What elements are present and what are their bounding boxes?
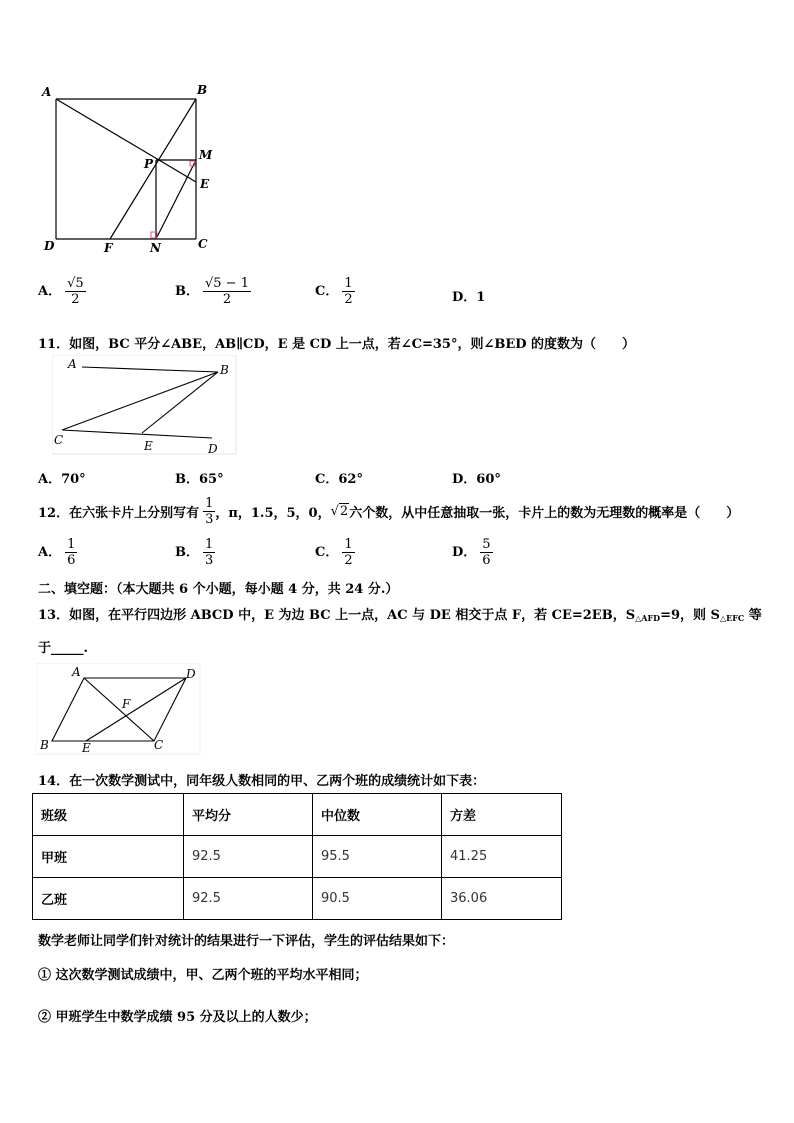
q11-label-d: D [208, 442, 218, 455]
q13-line1: 13．如图，在平行四边形 ABCD 中，E 为边 BC 上一点，AC 与 DE 相交于点 F，若 CE=2EB，$S_{\triangle AFD}=9$，则 $S_{\triangle EFC}$ 等 [38, 608, 762, 623]
section-heading: 二、填空题：（本大题共 6 个小题，每小题 4 分，共 24 分.） [38, 582, 399, 597]
q11-figure [52, 355, 237, 455]
q13-label-f: F [122, 697, 131, 711]
q13-figure [36, 663, 201, 755]
q11-option-c: C．62° [315, 472, 363, 487]
q13-label-c: C [154, 738, 164, 752]
table-cell: 36.06 [442, 878, 562, 920]
q11-label-e: E [144, 439, 153, 453]
table-cell: 41.25 [442, 836, 562, 878]
q11-option-a: A．70° [38, 472, 86, 487]
q10-option-d: D．1 [452, 290, 486, 305]
q10-label-f: F [104, 241, 113, 255]
q13-label-a: A [72, 665, 81, 679]
q10-label-a: A [42, 85, 52, 99]
q13-label-b: B [40, 738, 49, 752]
q11-label-a: A [68, 357, 77, 371]
q10-figure [38, 80, 218, 258]
table-header-median: 中位数 [313, 794, 442, 836]
q10-option-b: B． $\frac{√5 - 1}{2}$ [175, 276, 249, 307]
q13-label-e: E [82, 741, 91, 755]
table-cell: 甲班 [33, 836, 184, 878]
q10-label-n: N [150, 241, 161, 255]
table-cell: 95.5 [313, 836, 442, 878]
table-cell: 92.5 [184, 878, 313, 920]
table-header-mean: 平均分 [184, 794, 313, 836]
q11-label-b: B [220, 363, 229, 377]
q10-option-c: C． $\frac{1}{2}$ [315, 276, 353, 307]
table-cell: 90.5 [313, 878, 442, 920]
table-row [33, 836, 562, 878]
q10-label-p: P [144, 157, 154, 171]
table-header-class: 班级 [33, 794, 184, 836]
q10-label-b: B [197, 83, 208, 97]
q12-option-c: C． $\frac{1}{2}$ [315, 537, 353, 568]
q11-option-b: B．65° [175, 472, 224, 487]
q10-label-e: E [200, 177, 210, 191]
q12-text: 12．在六张卡片上分别写有 $\frac{1}{3}$ ，π，1.5，5，0， √2 六个数，从中任意抽取一张，卡片上的数为无理数的概率是（ ） [38, 496, 740, 527]
q14-table [32, 793, 562, 920]
table-cell: 92.5 [184, 836, 313, 878]
q10-label-c: C [198, 237, 208, 251]
q14-after-text: 数学老师让同学们针对统计的结果进行一下评估，学生的评估结果如下： [38, 934, 455, 949]
q13-label-d: D [186, 667, 196, 681]
table-cell: 乙班 [33, 878, 184, 920]
q10-label-d: D [44, 239, 55, 253]
table-row [33, 878, 562, 920]
q14-item-1: ① 这次数学测试成绩中，甲、乙两个班的平均水平相同； [38, 968, 368, 983]
table-header-row [33, 794, 562, 836]
q12-option-a: A． $\frac{1}{6}$ [38, 537, 76, 568]
table-header-variance: 方差 [442, 794, 562, 836]
q10-option-a: A． $\frac{√5}{2}$ [38, 276, 84, 307]
q13-line2: 于_____. [38, 641, 89, 656]
q14-text: 14．在一次数学测试中，同年级人数相同的甲、乙两个班的成绩统计如下表： [38, 774, 486, 789]
q10-label-m: M [199, 148, 213, 162]
q12-option-d: D． $\frac{5}{6}$ [452, 537, 491, 568]
q11-label-c: C [54, 433, 64, 447]
q11-text: 11．如图，BC 平分∠ABE，AB∥CD，E 是 CD 上一点，若∠C=35°，则∠BED 的度数为（ ） [38, 337, 636, 352]
q12-option-b: B． $\frac{1}{3}$ [175, 537, 214, 568]
q11-option-d: D．60° [452, 472, 501, 487]
q14-item-2: ② 甲班学生中数学成绩 95 分及以上的人数少； [38, 1010, 317, 1025]
